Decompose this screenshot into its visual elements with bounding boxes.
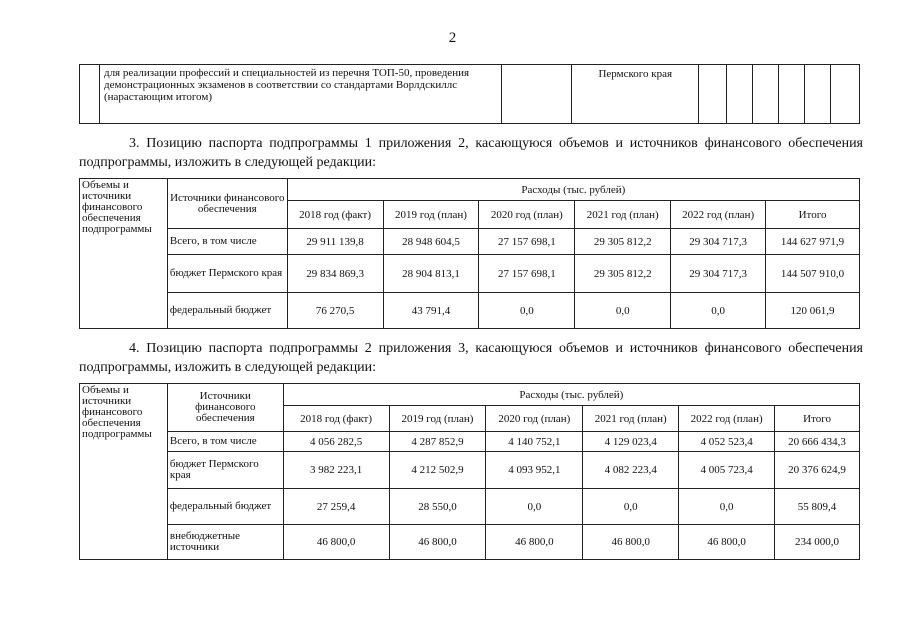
value-cell: 27 157 698,1	[479, 255, 575, 293]
year-header: 2022 год (план)	[679, 406, 775, 432]
value-cell: 46 800,0	[583, 525, 679, 560]
value-cell: 4 052 523,4	[679, 432, 775, 452]
value-cell: 27 157 698,1	[479, 229, 575, 255]
source-cell: федеральный бюджет	[167, 489, 283, 525]
value-cell: 0,0	[479, 293, 575, 329]
value-cell: 3 982 223,1	[283, 452, 389, 489]
value-cell: 0,0	[575, 293, 671, 329]
year-header: 2021 год (план)	[575, 201, 671, 229]
indicator-text: для реализации профессий и специальностей из перечня ТОП-50, проведения демонстрационных экзаменов в соответствии со стандартами Ворлдскиллс (нарастающим итогом)	[99, 65, 501, 124]
value-cell: 55 809,4	[775, 489, 860, 525]
table-row	[80, 293, 860, 329]
table-row	[80, 432, 860, 452]
value-cell: 46 800,0	[389, 525, 486, 560]
value-cell: 144 507 910,0	[766, 255, 860, 293]
value-cell: 46 800,0	[679, 525, 775, 560]
table-row	[80, 525, 860, 560]
value-cell: 27 259,4	[283, 489, 389, 525]
year-header: 2019 год (план)	[383, 201, 479, 229]
table-row	[80, 229, 860, 255]
empty-cell	[727, 65, 753, 124]
value-cell: 234 000,0	[775, 525, 860, 560]
value-cell: 43 791,4	[383, 293, 479, 329]
value-cell: 4 287 852,9	[389, 432, 486, 452]
source-cell: внебюджетные источники	[167, 525, 283, 560]
value-cell: 29 304 717,3	[671, 255, 766, 293]
value-cell: 144 627 971,9	[766, 229, 860, 255]
source-cell: Всего, в том числе	[167, 229, 287, 255]
value-cell: 76 270,5	[287, 293, 383, 329]
value-cell: 46 800,0	[283, 525, 389, 560]
financing-table-1	[79, 178, 860, 329]
source-cell: Всего, в том числе	[167, 432, 283, 452]
source-cell: бюджет Пермского края	[167, 452, 283, 489]
top-table-fragment	[79, 64, 860, 124]
value-cell: 0,0	[486, 489, 583, 525]
value-cell: 28 550,0	[389, 489, 486, 525]
empty-cell	[502, 65, 572, 124]
sources-header: Источники финансового обеспечения	[167, 179, 287, 229]
value-cell: 29 834 869,3	[287, 255, 383, 293]
value-cell: 20 666 434,3	[775, 432, 860, 452]
value-cell: 4 140 752,1	[486, 432, 583, 452]
value-cell: 4 129 023,4	[583, 432, 679, 452]
source-cell: федеральный бюджет	[167, 293, 287, 329]
empty-cell	[805, 65, 831, 124]
empty-cell	[753, 65, 779, 124]
value-cell: 4 082 223,4	[583, 452, 679, 489]
paragraph-3	[79, 134, 863, 172]
paragraph-3-text: 3. Позицию паспорта подпрограммы 1 приложения 2, касающуюся объемов и источников финансового обеспечения подпрограммы, изложить в следующей редакции:	[79, 136, 863, 170]
region-text: Пермского края	[572, 65, 699, 124]
value-cell: 4 212 502,9	[389, 452, 486, 489]
total-header: Итого	[775, 406, 860, 432]
empty-cell	[779, 65, 805, 124]
value-cell: 28 904 813,1	[383, 255, 479, 293]
empty-cell	[699, 65, 727, 124]
value-cell: 29 305 812,2	[575, 255, 671, 293]
value-cell: 29 305 812,2	[575, 229, 671, 255]
value-cell: 4 005 723,4	[679, 452, 775, 489]
year-header: 2018 год (факт)	[283, 406, 389, 432]
sources-header: Источники финансового обеспечения	[167, 384, 283, 432]
empty-cell	[80, 65, 100, 124]
paragraph-4-text: 4. Позицию паспорта подпрограммы 2 приложения 3, касающуюся объемов и источников финансового обеспечения подпрограммы, изложить в следующей редакции:	[79, 341, 863, 375]
value-cell: 29 304 717,3	[671, 229, 766, 255]
year-header: 2022 год (план)	[671, 201, 766, 229]
year-header: 2020 год (план)	[486, 406, 583, 432]
value-cell: 28 948 604,5	[383, 229, 479, 255]
volume-label: Объемы и источники финансового обеспечения подпрограммы	[80, 179, 168, 329]
table-row	[80, 452, 860, 489]
value-cell: 4 093 952,1	[486, 452, 583, 489]
value-cell: 46 800,0	[486, 525, 583, 560]
financing-table-2	[79, 383, 860, 560]
expenses-header: Расходы (тыс. рублей)	[283, 384, 859, 406]
year-header: 2021 год (план)	[583, 406, 679, 432]
value-cell: 4 056 282,5	[283, 432, 389, 452]
value-cell: 0,0	[583, 489, 679, 525]
empty-cell	[830, 65, 859, 124]
table-row	[80, 489, 860, 525]
volume-label: Объемы и источники финансового обеспечения подпрограммы	[80, 384, 168, 560]
total-header: Итого	[766, 201, 860, 229]
page-number: 2	[448, 30, 457, 46]
year-header: 2019 год (план)	[389, 406, 486, 432]
value-cell: 120 061,9	[766, 293, 860, 329]
year-header: 2018 год (факт)	[287, 201, 383, 229]
expenses-header: Расходы (тыс. рублей)	[287, 179, 859, 201]
paragraph-4	[79, 339, 863, 377]
table-row	[80, 255, 860, 293]
year-header: 2020 год (план)	[479, 201, 575, 229]
value-cell: 0,0	[679, 489, 775, 525]
value-cell: 0,0	[671, 293, 766, 329]
source-cell: бюджет Пермского края	[167, 255, 287, 293]
value-cell: 20 376 624,9	[775, 452, 860, 489]
value-cell: 29 911 139,8	[287, 229, 383, 255]
